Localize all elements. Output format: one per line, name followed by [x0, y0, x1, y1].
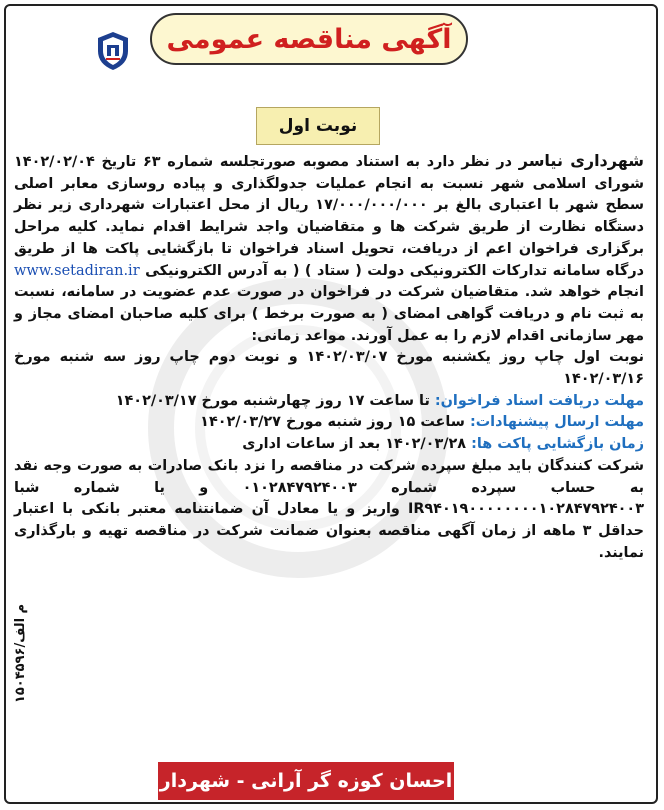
deadline-label: زمان بازگشایی پاکت ها: [471, 436, 644, 453]
deadline-value: ۱۴۰۲/۰۳/۲۸ بعد از ساعات اداری [242, 436, 467, 453]
round-badge [256, 107, 380, 145]
deadline-row [14, 391, 644, 413]
intro-text: در نظر دارد به استناد مصوبه صورتجلسه شماره ۶۳ تاریخ ۱۴۰۲/۰۲/۰۴ شورای اسلامی شهر نسبت به انجام عملیات جدولگذاری و پیاده روسازی معابر اصلی سطح شهر با اعتباری بالغ بر ۱۷/۰۰۰/۰۰۰/۰۰۰ ریال از محل اعتبارات شهرداری زیر نظر دستگاه نظارت از طریق شرکت ها و متقاضیان واجد شرایط اقدام نماید. کلیه مراحل برگزاری فراخوان اعم از دریافت، تحویل اسناد فراخوان تا بازگشایی پاکت ها از طریق درگاه سامانه تدارکات الکترونیکی دولت ( ستاد ) ( به آدرس الکترونیکی [14, 154, 644, 279]
deadline-value: ساعت ۱۵ روز شنبه مورخ ۱۴۰۲/۰۳/۲۷ [200, 414, 465, 431]
organization-name: شهرداری نیاسر [518, 151, 645, 170]
side-reference-code [6, 598, 36, 708]
intro-paragraph [14, 150, 644, 347]
setad-url-link[interactable]: www.setadiran.ir [14, 262, 140, 279]
deadline-row [14, 434, 644, 456]
round-label: نوبت اول [278, 116, 358, 136]
notice-title: آگهی مناقصه عمومی [166, 23, 452, 55]
notice-body [14, 150, 644, 564]
deadline-label: مهلت ارسال پیشنهادات: [469, 414, 644, 431]
notice-header [150, 13, 468, 65]
deadline-row [14, 412, 644, 434]
mayor-signature: احسان کوزه گر آرانی - شهردار [159, 770, 453, 792]
intro-text-end: انجام خواهد شد. متقاضیان شرکت در فراخوان در صورت عدم عضویت در سامانه، نسبت به ثبت نام و دریافت گواهی امضای ( به صورت برخط ) برای کلیه صاحبان امضای مجاز و مهر سازمانی اقدام لازم را به عمل آورند. مواعد زمانی: [14, 284, 644, 344]
deposit-paragraph: شرکت کنندگان باید مبلغ سپرده شرکت در مناقصه را نزد بانک صادرات به صورت وجه نقد به حساب سپرده شماره ۰۱۰۲۸۴۷۹۲۴۰۰۳ و یا شماره شبا IR۹۴۰۱۹۰۰۰۰۰۰۰۰۱۰۲۸۴۷۹۲۴۰۰۳ واریز و یا معادل آن ضمانتنامه معتبر بانکی با اعتبار حداقل ۳ ماهه از زمان آگهی مناقصه بعنوان ضمانت شرکت در مناقصه تهیه و بارگذاری نمایند. [14, 457, 644, 561]
side-reference-text: م الف/۱۵۰۴۵۹۶ [13, 603, 29, 703]
footer-signature [158, 762, 454, 800]
municipality-emblem-icon [96, 31, 130, 71]
deadline-value: تا ساعت ۱۷ روز چهارشنبه مورخ ۱۴۰۲/۰۳/۱۷ [115, 392, 430, 409]
print-dates: نوبت اول چاپ روز یکشنبه مورخ ۱۴۰۲/۰۳/۰۷ و نوبت دوم چاپ روز سه شنبه مورخ ۱۴۰۲/۰۳/۱۶ [14, 349, 645, 388]
deadline-label: مهلت دریافت اسناد فراخوان: [434, 392, 644, 409]
